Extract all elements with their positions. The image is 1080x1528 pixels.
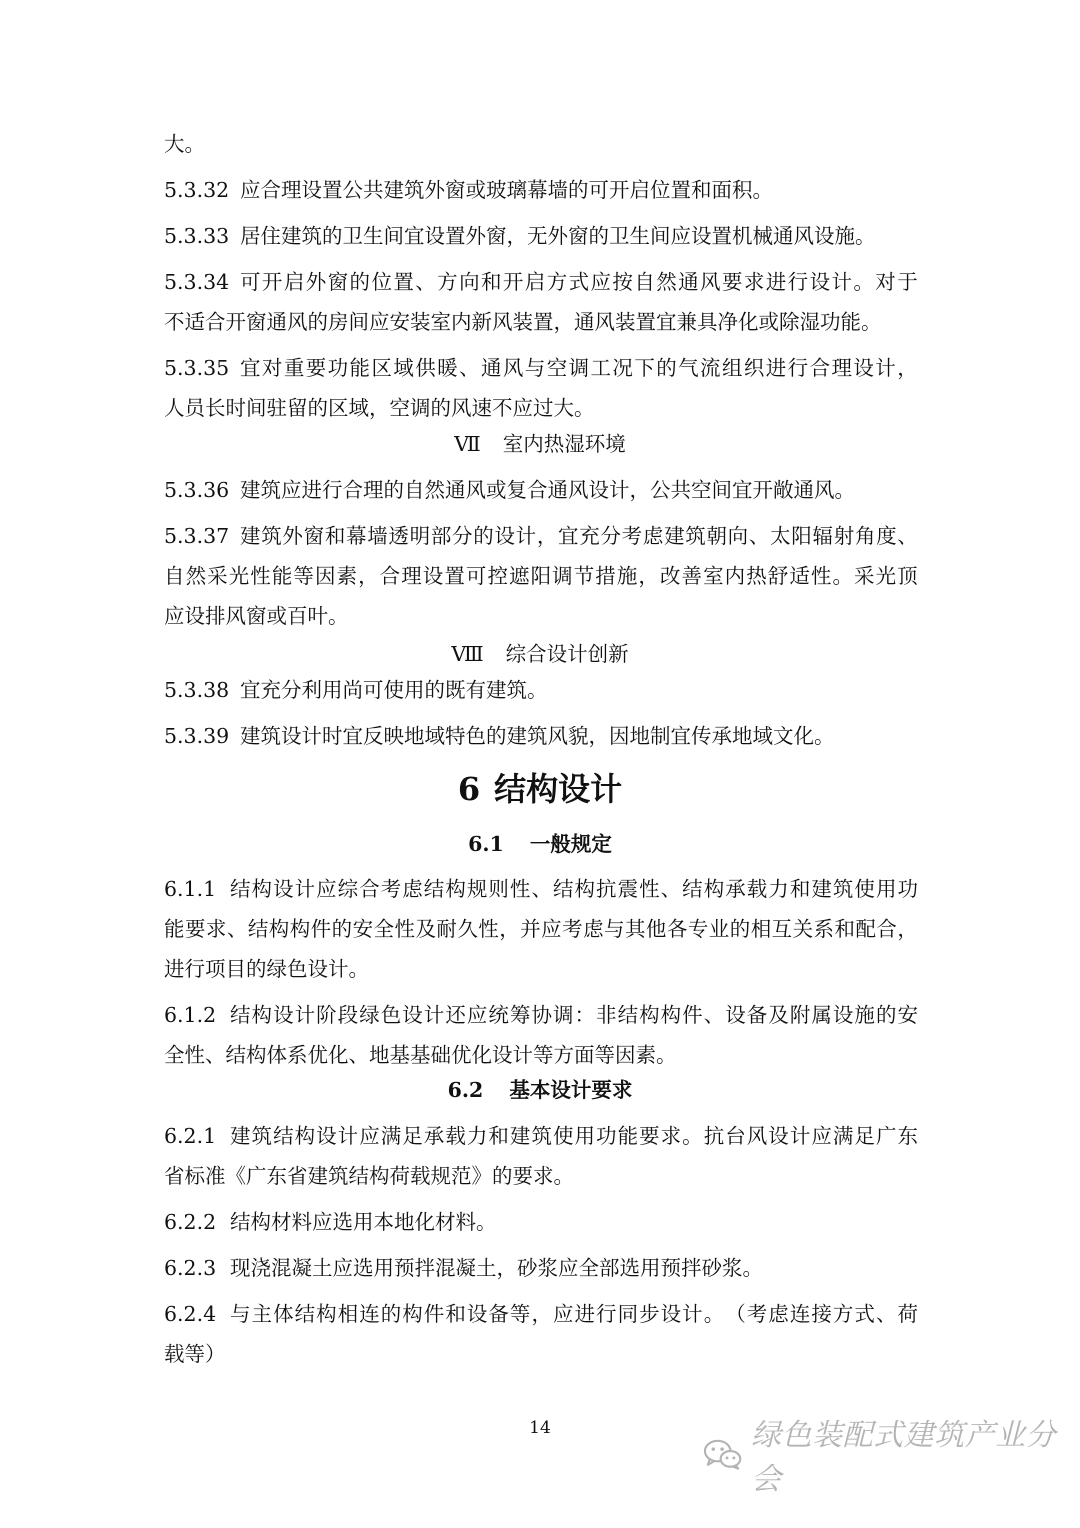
clause-text: 建筑应进行合理的自然通风或复合通风设计，公共空间宜开敞通风。 [240,478,855,502]
clause-number: 5.3.32 [164,178,230,202]
clause-text: 应设排风窗或百叶。 [164,604,349,628]
section-title: 基本设计要求 [509,1078,633,1102]
clause-text: 人员长时间驻留的区域，空调的风速不应过大。 [164,396,595,420]
clause-text: 建 筑 结 构 设 计 应 满 足 承 载 力 和 建 筑 使 用 功 能 要 求 。 抗 台 风 设 计 应 满 足 广 东 [230,1124,918,1148]
clause [164,670,918,710]
clause [164,262,918,342]
clause-line [164,170,918,210]
clause-number: 5.3.34 [164,270,230,294]
clause-number: 5.3.37 [164,524,230,548]
subsection-title: 室内热湿环境 [502,432,626,456]
clause-line [164,1035,918,1075]
clause-text: 应合理设置公共建筑外窗或玻璃幕墙的可开启位置和面积。 [240,178,773,202]
clause-group-5-3 [164,170,918,434]
clause-number: 5.3.33 [164,224,230,248]
chapter-heading [0,764,1080,814]
clause-line [164,949,918,989]
clause [164,1248,918,1288]
clause [164,869,918,989]
clause-text: 结构材料应选用本地化材料。 [230,1210,497,1234]
clause-text: 现浇混凝土应选用预拌混凝土，砂浆应全部选用预拌砂浆。 [230,1256,763,1280]
clause-line [164,1116,918,1156]
clause-number: 5.3.35 [164,356,230,380]
clause-line [164,516,918,556]
clause-number: 5.3.39 [164,724,230,748]
clause-line [164,388,918,428]
clause-line [164,470,918,510]
clause-number: 5.3.38 [164,678,230,702]
clause [164,1116,918,1196]
clause-line [164,596,918,636]
clause-text: 不适合开窗通风的房间应安装室内新风装置，通风装置宜兼具净化或除湿功能。 [164,310,882,334]
clause-line [164,909,918,949]
chapter-title: 结构设计 [494,770,623,808]
clause-line [164,1202,918,1242]
clause-line [164,216,918,256]
clause-text: 与 主 体 结 构 相 连 的 构 件 和 设 备 等 ， 应 进 行 同 步 设 计 。 （ 考 虑 连 接 方 式 、 荷 [230,1302,918,1326]
clause-line [164,995,918,1035]
clause-text: 省标准《广东省建筑结构荷载规范》的要求。 [164,1164,574,1188]
clause-number: 6.1.2 [164,1003,217,1027]
clause-line [164,262,918,302]
clause-group-vii [164,470,918,642]
clause-line [164,1334,918,1374]
clause [164,216,918,256]
chapter-number: 6 [457,770,481,808]
clause-line [164,716,918,756]
clause-line [164,670,918,710]
clause [164,348,918,428]
clause-line [164,1294,918,1334]
clause-line [164,869,918,909]
subsection-title: 综合设计创新 [505,642,629,666]
subsection-heading-vii [0,424,1080,464]
clause-text: 能 要 求 、 结 构 构 件 的 安 全 性 及 耐 久 性 ， 并 应 考 虑 与 其 他 各 专 业 的 相 互 关 系 和 配 合 ， [164,917,918,941]
subsection-heading-viii [0,634,1080,674]
clause [164,1202,918,1242]
clause-group-6-2 [164,1116,918,1380]
clause [164,716,918,756]
clause-text: 居住建筑的卫生间宜设置外窗，无外窗的卫生间应设置机械通风设施。 [240,224,876,248]
clause [164,1294,918,1374]
section-heading-6-1 [0,824,1080,864]
clause-text: 建筑设计时宜反映地域特色的建筑风貌，因地制宜传承地域文化。 [240,724,835,748]
clause-group-viii [164,670,918,762]
clause-line [164,556,918,596]
clause-text: 建 筑 外 窗 和 幕 墙 透 明 部 分 的 设 计 ， 宜 充 分 考 虑 建 筑 朝 向 、 太 阳 辐 射 角 度 、 [240,524,918,548]
clause-text: 可 开 启 外 窗 的 位 置 、 方 向 和 开 启 方 式 应 按 自 然 通 风 要 求 进 行 设 计 。 对 于 [240,270,918,294]
clause-text: 全性、结构体系优化、地基基础优化设计等方面等因素。 [164,1043,677,1067]
section-title: 一般规定 [529,832,612,856]
clause-text: 结 构 设 计 应 综 合 考 虑 结 构 规 则 性 、 结 构 抗 震 性 、 结 构 承 载 力 和 建 筑 使 用 功 [230,877,918,901]
continuation-line: 大。 [164,132,205,156]
section-heading-6-2 [0,1070,1080,1110]
clause-number: 6.1.1 [164,877,217,901]
page-number: 14 [529,1418,551,1438]
clause-number: 6.2.4 [164,1302,217,1326]
clause-text: 自 然 采 光 性 能 等 因 素 ， 合 理 设 置 可 控 遮 阳 调 节 措 施 ， 改 善 室 内 热 舒 适 性 。 采 光 顶 [164,564,918,588]
clause-text: 宜充分利用尚可使用的既有建筑。 [240,678,548,702]
clause-number: 6.2.3 [164,1256,217,1280]
clause-text: 进行项目的绿色设计。 [164,957,369,981]
clause-line [164,1248,918,1288]
clause-text: 宜 对 重 要 功 能 区 域 供 暖 、 通 风 与 空 调 工 况 下 的 气 流 组 织 进 行 合 理 设 计 ， [240,356,918,380]
clause-text: 载等） [164,1342,226,1366]
clause-line [164,348,918,388]
clause-number: 6.2.2 [164,1210,217,1234]
clause [164,516,918,636]
clause [164,995,918,1075]
wechat-icon [702,1437,743,1471]
section-number: 6.2 [447,1078,484,1102]
section-number: 6.1 [468,832,504,856]
subsection-roman: Ⅷ [451,642,484,666]
clause-group-6-1 [164,869,918,1081]
subsection-roman: Ⅶ [454,432,481,456]
clause-number: 5.3.36 [164,478,230,502]
watermark [702,1418,1080,1497]
continuation-text [164,124,918,164]
clause [164,470,918,510]
clause-number: 6.2.1 [164,1124,217,1148]
clause [164,170,918,210]
clause-text: 结 构 设 计 阶 段 绿 色 设 计 还 应 统 筹 协 调 ： 非 结 构 构 件 、 设 备 及 附 属 设 施 的 安 [230,1003,918,1027]
watermark-text: 绿色装配式建筑产业分会 [751,1418,1057,1497]
clause-line [164,302,918,342]
clause-line [164,1156,918,1196]
